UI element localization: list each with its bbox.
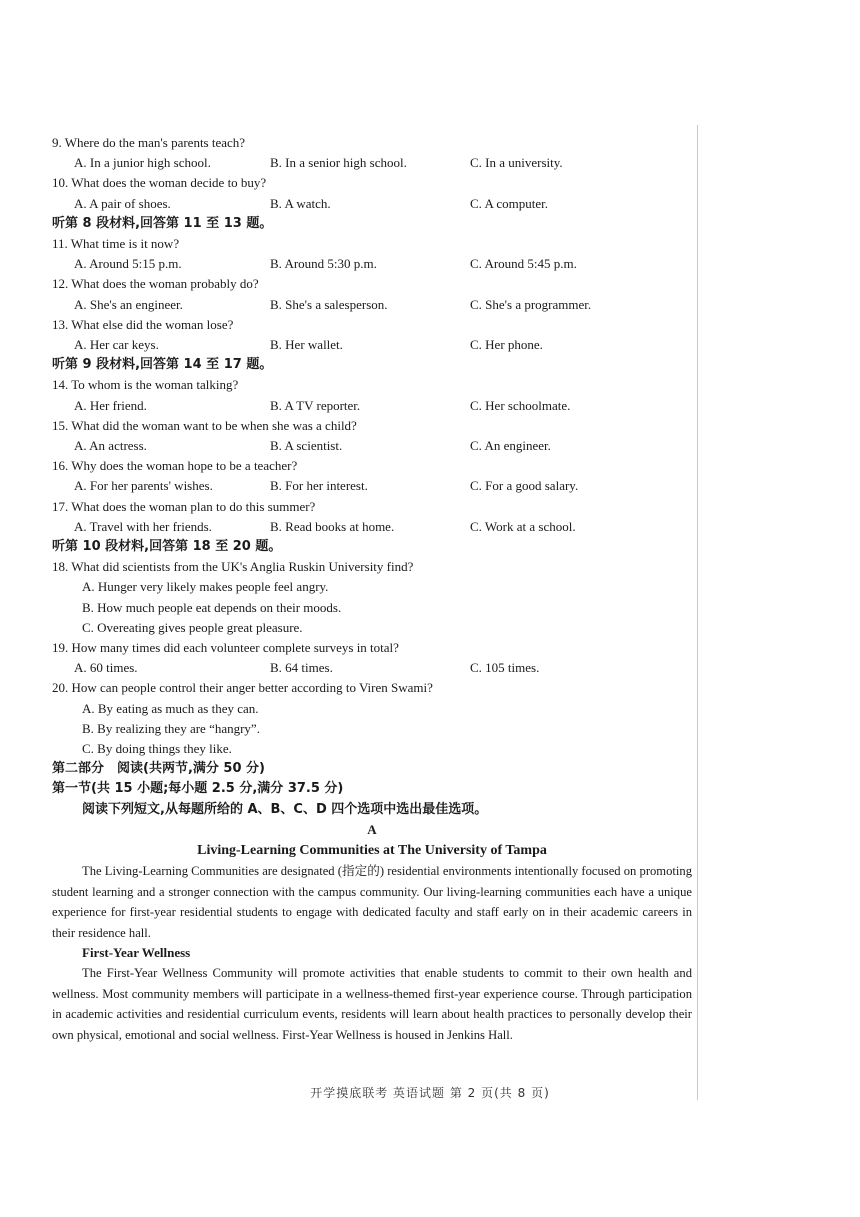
option-c: C. In a university. xyxy=(470,155,563,171)
question-16: 16. Why does the woman hope to be a teacher? xyxy=(52,458,298,474)
options-17 xyxy=(52,517,692,537)
section-9-heading: 听第 9 段材料,回答第 14 至 17 题。 xyxy=(52,357,273,373)
question-14: 14. To whom is the woman talking? xyxy=(52,377,239,393)
option-c: C. 105 times. xyxy=(470,660,540,676)
option-b: B. How much people eat depends on their moods. xyxy=(82,599,342,615)
option-a: A. Travel with her friends. xyxy=(74,518,212,534)
option-b: B. Read books at home. xyxy=(270,518,395,534)
option-a: A. For her parents' wishes. xyxy=(74,478,213,494)
options-15 xyxy=(52,436,692,456)
question-12: 12. What does the woman probably do? xyxy=(52,276,259,292)
question-9: 9. Where do the man's parents teach? xyxy=(52,135,246,150)
page-footer: 开学摸底联考 英语试题 第 2 页(共 8 页) xyxy=(310,1086,550,1100)
option-b: B. Around 5:30 p.m. xyxy=(270,256,377,272)
paragraph-2: The First-Year Wellness Community will promote activities that enable students to commit to their own health and wellness. Most community members will participate in a wellness-themed first-year experience course. Through participation in academic activities and residential curriculum events, residents will learn about health practices to personally develop their own physical, emotional and social wellness. First-Year Wellness is housed in Jenkins Hall. xyxy=(52,966,692,1042)
option-b: B. She's a salesperson. xyxy=(270,296,388,312)
option-a: A. Her car keys. xyxy=(74,336,159,352)
option-a: A. Around 5:15 p.m. xyxy=(74,256,182,272)
options-9 xyxy=(52,153,692,173)
option-a: A. Her friend. xyxy=(74,397,147,413)
question-11: 11. What time is it now? xyxy=(52,235,180,251)
option-a: A. An actress. xyxy=(74,437,147,453)
option-b: B. 64 times. xyxy=(270,660,333,676)
option-b: B. Her wallet. xyxy=(270,336,343,352)
paragraph-1: The Living-Learning Communities are designated (指定的) residential environments intentionally focused on promoting student learning and a stronger connection with the campus community. Our living-learning communities each have a unique experience for first-year residential students to engage with dedicated faculty and staff early on in their academic careers in their residence hall. xyxy=(52,864,692,940)
option-c: C. By doing things they like. xyxy=(82,740,232,756)
option-b: B. By realizing they are “hangry”. xyxy=(82,720,260,736)
option-a: A. A pair of shoes. xyxy=(74,195,171,211)
option-b: B. In a senior high school. xyxy=(270,155,407,171)
question-10: 10. What does the woman decide to buy? xyxy=(52,175,267,191)
option-c: C. For a good salary. xyxy=(470,478,579,494)
page-content xyxy=(52,133,692,1045)
option-c: C. Overeating gives people great pleasure. xyxy=(82,619,303,635)
instructions: 阅读下列短文,从每题所给的 A、B、C、D 四个选项中选出最佳选项。 xyxy=(82,801,488,817)
option-c: C. A computer. xyxy=(470,195,548,211)
passage-letter: A xyxy=(367,821,377,837)
section-1-heading: 第一节(共 15 小题;每小题 2.5 分,满分 37.5 分) xyxy=(52,781,344,797)
option-c: C. Her schoolmate. xyxy=(470,397,571,413)
question-13: 13. What else did the woman lose? xyxy=(52,316,234,332)
options-16 xyxy=(52,476,692,496)
option-a: A. 60 times. xyxy=(74,660,138,676)
section-10-heading: 听第 10 段材料,回答第 18 至 20 题。 xyxy=(52,538,282,554)
section-8-heading: 听第 8 段材料,回答第 11 至 13 题。 xyxy=(52,215,273,231)
options-14 xyxy=(52,396,692,416)
part-2-heading: 第二部分 阅读(共两节,满分 50 分) xyxy=(52,761,265,777)
question-17: 17. What does the woman plan to do this summer? xyxy=(52,498,316,514)
option-b: B. For her interest. xyxy=(270,478,368,494)
option-c: C. An engineer. xyxy=(470,437,551,453)
option-a: A. Hunger very likely makes people feel angry. xyxy=(82,579,329,595)
options-10 xyxy=(52,194,692,214)
option-c: C. Work at a school. xyxy=(470,518,576,534)
option-b: B. A TV reporter. xyxy=(270,397,361,413)
options-11 xyxy=(52,254,692,274)
question-20: 20. How can people control their anger better according to Viren Swami? xyxy=(52,680,433,696)
subheading: First-Year Wellness xyxy=(82,945,191,961)
option-b: B. A watch. xyxy=(270,195,331,211)
options-12 xyxy=(52,295,692,315)
options-13 xyxy=(52,335,692,355)
option-c: C. Her phone. xyxy=(470,336,543,352)
option-a: A. In a junior high school. xyxy=(74,155,211,171)
passage-title: Living-Learning Communities at The University of Tampa xyxy=(197,842,547,858)
options-19 xyxy=(52,658,692,678)
question-18: 18. What did scientists from the UK's Anglia Ruskin University find? xyxy=(52,559,414,575)
option-a: A. She's an engineer. xyxy=(74,296,183,312)
option-a: A. By eating as much as they can. xyxy=(82,700,259,716)
margin-rule xyxy=(697,125,698,1100)
question-15: 15. What did the woman want to be when she was a child? xyxy=(52,417,357,433)
option-b: B. A scientist. xyxy=(270,437,343,453)
option-c: C. Around 5:45 p.m. xyxy=(470,256,577,272)
question-19: 19. How many times did each volunteer complete surveys in total? xyxy=(52,639,399,655)
option-c: C. She's a programmer. xyxy=(470,296,592,312)
